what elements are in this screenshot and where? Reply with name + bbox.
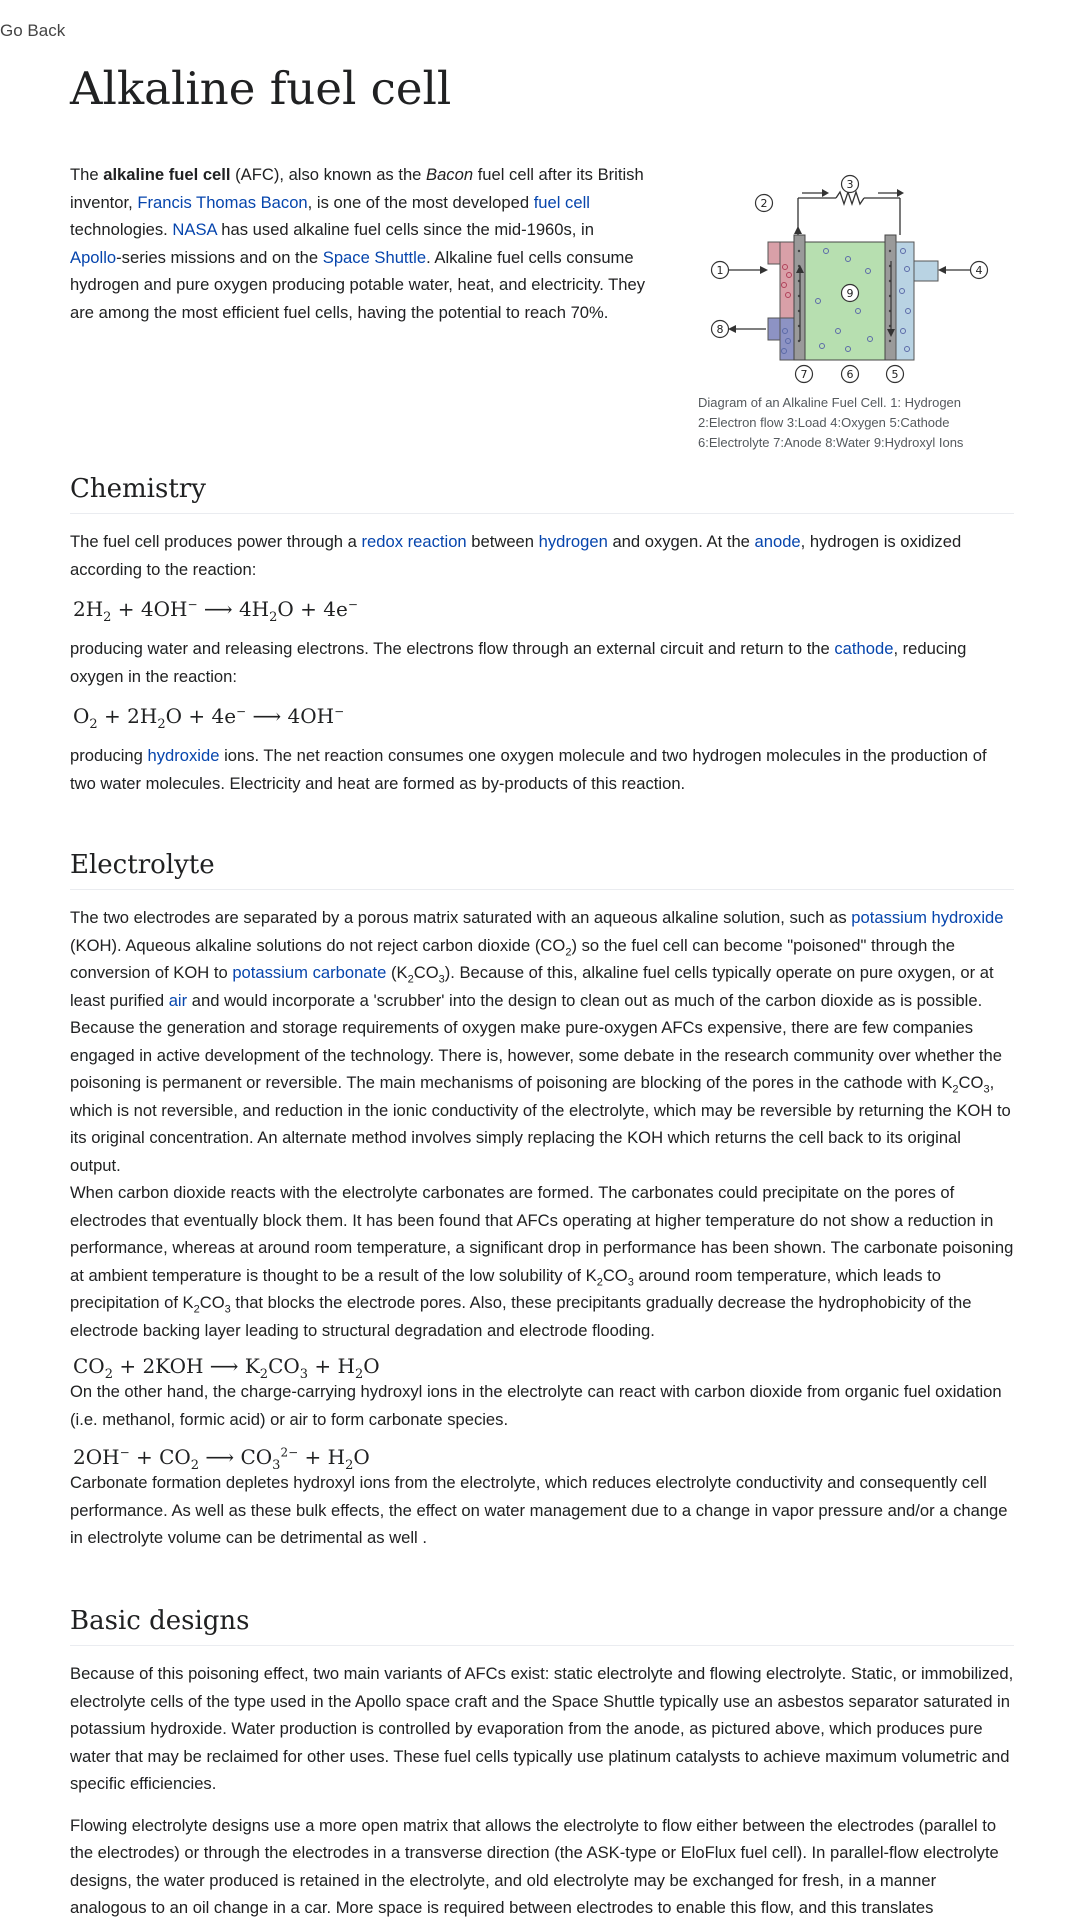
chemistry-paragraph-3: producing hydroxide ions. The net reaction consumes one oxygen molecule and two hydrogen molecules in the production of two water molecules. Electricity and heat are formed as by-products of this reaction. (70, 746, 987, 793)
link-fuel-cell[interactable]: fuel cell (533, 192, 590, 212)
fuel-cell-diagram-svg (698, 171, 998, 386)
basic-designs-paragraph-2: Flowing electrolyte designs use a more open matrix that allows the electrolyte to flow either between the electrodes (parallel to the electrodes) or through the electrodes in a transverse direction (the ASK-type or EloFlux fuel cell). In parallel-flow electrolyte designs, the water produced is retained in the electrolyte, and old electrolyte may be exchanged for fresh, in a manner analogous to an oil change in a car. More space is required between electrodes to enable this flow, and this translates (70, 1815, 999, 1917)
equation-anode: $2H_2 + 4OH^-$ ⟶ $4H_2O + 4e^-$ (73, 597, 358, 625)
link-redox-reaction[interactable]: redox reaction (361, 532, 467, 551)
link-francis-thomas-bacon[interactable]: Francis Thomas Bacon (137, 192, 308, 212)
equation-carbonate-hydroxyl: $2OH^- + CO_2$ ⟶ $CO_3^{2-} + H_2O$ (73, 1445, 370, 1473)
link-hydrogen[interactable]: hydrogen (538, 532, 608, 551)
label-8: 8 (716, 323, 724, 336)
label-4: 4 (975, 264, 983, 277)
figure-caption: Diagram of an Alkaline Fuel Cell. 1: Hydrogen 2:Electron flow 3:Load 4:Oxygen 5:Cathode 6:Electrolyte 7:Anode 8:Water 9:Hydroxyl Ions (698, 395, 964, 450)
label-9: 9 (846, 287, 854, 300)
label-3: 3 (846, 178, 854, 191)
link-hydroxide[interactable]: hydroxide (147, 746, 220, 765)
link-potassium-hydroxide[interactable]: potassium hydroxide (851, 908, 1004, 927)
section-heading-basic-designs: Basic designs (70, 1606, 1014, 1646)
section-basic-designs (70, 1606, 1014, 1922)
electrolyte-paragraph-4: Carbonate formation depletes hydroxyl ions from the electrolyte, which reduces electrolyte conductivity and consequently cell performance. As well as these bulk effects, the effect on water management due to a change in vapor pressure and/or a change in electrolyte volume can be detrimental as well . (70, 1473, 1008, 1547)
section-chemistry (70, 474, 1014, 797)
label-7: 7 (800, 368, 808, 381)
link-potassium-carbonate[interactable]: potassium carbonate (232, 963, 387, 982)
basic-designs-paragraph-1: Because of this poisoning effect, two main variants of AFCs exist: static electrolyte and flowing electrolyte. Static, or immobilized, electrolyte cells of the type used in the Apollo space craft and the Space Shuttle typically use an asbestos separator saturated in potassium hydroxide. Water production is controlled by evaporation from the anode, as pictured above, which produces pure water that may be reclaimed for other uses. These fuel cells typically use platinum catalysts to achieve maximum volumetric and specific efficiencies. (70, 1664, 1014, 1793)
link-cathode[interactable]: cathode (834, 639, 894, 658)
chemistry-paragraph-1: The fuel cell produces power through a redox reaction between hydrogen and oxygen. At the anode, hydrogen is oxidized according to the reaction: (70, 532, 962, 579)
label-6: 6 (846, 368, 854, 381)
link-air[interactable]: air (168, 990, 188, 1010)
link-nasa[interactable]: NASA (172, 220, 217, 239)
electrolyte-paragraph-3: On the other hand, the charge-carrying hydroxyl ions in the electrolyte can react with carbon dioxide from organic fuel oxidation (i.e. methanol, formic acid) or air to form carbonate species. (70, 1382, 1002, 1429)
section-heading-chemistry: Chemistry (70, 474, 1014, 514)
chemistry-paragraph-2: producing water and releasing electrons. The electrons flow through an external circuit and return to the cathode, reducing oxygen in the reaction: (70, 639, 967, 686)
link-space-shuttle[interactable]: Space Shuttle (322, 247, 427, 267)
equation-carbonate-koh: $CO_2 + 2KOH$ ⟶ $K_2CO_3 + H_2O$ (73, 1354, 380, 1382)
go-back-link[interactable]: Go Back (0, 21, 66, 40)
link-anode[interactable]: anode (754, 532, 801, 551)
link-apollo[interactable]: Apollo (70, 247, 117, 267)
page-title: Alkaline fuel cell (70, 62, 452, 115)
label-1: 1 (716, 264, 724, 277)
fuel-cell-diagram[interactable] (698, 171, 998, 386)
electrolyte-paragraph-1: The two electrodes are separated by a porous matrix saturated with an aqueous alkaline solution, such as potassium hydroxide (KOH). Aqueous alkaline solutions do not reject carbon dioxide $(CO_2)$ so the fuel cell can become "poisoned" through the conversion of KOH to potassium carbonate $(K_2CO_3)$. Because of this, alkaline fuel cells typically operate on pure oxygen, or at least purified air and would incorporate a 'scrubber' into the design to clean out as much of the carbon dioxide as is possible. Because the generation and storage requirements of oxygen make pure-oxygen AFCs expensive, there are few companies engaged in active development of the technology. There is, however, some debate in the research community over whether the poisoning is permanent or reversible. The main mechanisms of poisoning are blocking of the pores in the cathode with $K_2CO_3$, which is not reversible, and reduction in the ionic conductivity of the electrolyte, which may be reversible by returning the KOH to its original concentration. An alternate method involves simply replacing the KOH which returns the cell back to its original output. (70, 908, 1011, 1175)
electrolyte-paragraph-2: When carbon dioxide reacts with the electrolyte carbonates are formed. The carbonates could precipitate on the pores of electrodes that eventually block them. It has been found that AFCs operating at higher temperature do not show a reduction in performance, whereas at around room temperature, a significant drop in performance has been shown. The carbonate poisoning at ambient temperature is thought to be a result of the low solubility of $K_2CO_3$ around room temperature, which leads to precipitation of $K_2CO_3$ that blocks the electrode pores. Also, these precipitants gradually decrease the hydrophobicity of the electrode backing layer leading to structural degradation and electrode flooding. (70, 1183, 1014, 1340)
label-5: 5 (891, 368, 899, 381)
label-2: 2 (760, 197, 768, 210)
section-electrolyte (70, 850, 1014, 1552)
equation-cathode: $O_2 + 2H_2O + 4e^-$ ⟶ 4OH− (73, 704, 345, 732)
section-heading-electrolyte: Electrolyte (70, 850, 1014, 890)
intro-paragraph: The alkaline fuel cell (AFC), also known as the Bacon fuel cell after its British inventor, Francis Thomas Bacon, is one of the most developed fuel cell technologies. NASA has used alkaline fuel cells since the mid-1960s, in Apollo-series missions and on the Space Shuttle. Alkaline fuel cells consume hydrogen and pure oxygen producing potable water, heat, and electricity. They are among the most efficient fuel cells, having the potential to reach 70%. (70, 165, 646, 322)
